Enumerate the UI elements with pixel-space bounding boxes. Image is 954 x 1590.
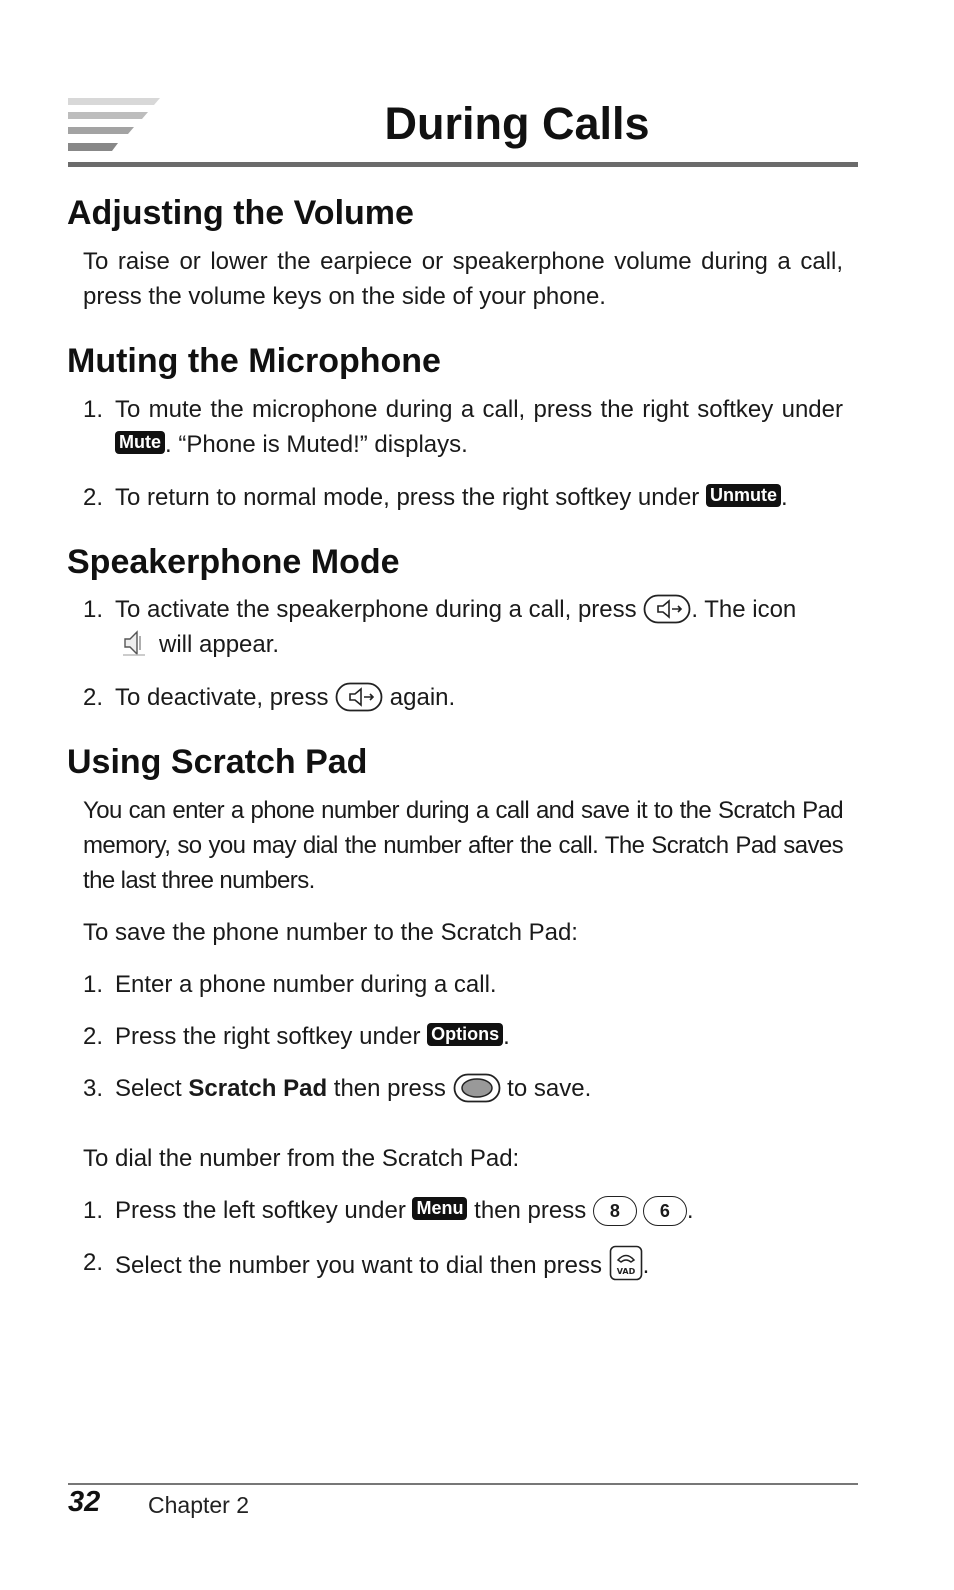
footer-rule: [68, 1483, 858, 1485]
page-title: During Calls: [384, 98, 650, 149]
dial-step-2: [83, 1245, 843, 1283]
step-number: 1.: [83, 971, 104, 998]
speaker-status-icon: [119, 628, 149, 658]
options-softkey-label: Options: [427, 1023, 503, 1046]
ok-key-icon: [453, 1073, 501, 1103]
key-8-icon: 8: [593, 1196, 637, 1226]
save-step-2: [83, 1019, 843, 1054]
speakerphone-key-icon: [335, 682, 383, 712]
scratch-heading: Using Scratch Pad: [67, 743, 368, 781]
speaker-step-1: [83, 592, 843, 662]
step-number: 3.: [83, 1075, 104, 1102]
speaker-heading: Speakerphone Mode: [67, 543, 400, 581]
step-text: Press the right softkey under Options .: [115, 1023, 510, 1050]
scratch-dial-lead: To dial the number from the Scratch Pad:: [83, 1145, 520, 1172]
step-text: To deactivate, press again.: [115, 684, 456, 711]
scratch-intro: You can enter a phone number during a call and save it to the Scratch Pad memory, so you may dial the number after the call. The Scratch Pad saves the last three numbers.: [83, 797, 843, 894]
step-text: To activate the speakerphone during a call, press . The icon will appear.: [115, 596, 797, 658]
step-number: 2.: [83, 1023, 104, 1050]
step-text: Select the number you want to dial then press VAD .: [115, 1245, 843, 1283]
step-number: 2.: [83, 1249, 104, 1276]
volume-text: To raise or lower the earpiece or speakerphone volume during a call, press the volume keys on the side of your phone.: [83, 248, 843, 310]
save-step-1: [83, 967, 843, 1002]
page-number: 32: [68, 1486, 101, 1518]
step-text: Select Scratch Pad then press to save.: [115, 1075, 592, 1102]
menu-softkey-label: Menu: [412, 1197, 467, 1220]
key-6-icon: 6: [643, 1196, 687, 1226]
speakerphone-key-icon: [643, 594, 691, 624]
stripes-logo-icon: [68, 98, 163, 158]
step-number: 1.: [83, 1197, 104, 1224]
step-number: 2.: [83, 484, 104, 511]
step-text: To mute the microphone during a call, press the right softkey under Mute . “Phone is Muted!” displays.: [115, 396, 843, 458]
send-key-label: VAD: [616, 1267, 635, 1276]
step-number: 1.: [83, 396, 104, 423]
mute-softkey-label: Mute: [115, 431, 165, 454]
volume-heading: Adjusting the Volume: [67, 194, 414, 232]
save-step-3: [83, 1071, 843, 1106]
step-text: Press the left softkey under Menu then press 8 6 .: [115, 1197, 694, 1224]
step-number: 2.: [83, 684, 104, 711]
mute-heading: Muting the Microphone: [67, 342, 441, 380]
send-vad-key-icon: [609, 1245, 643, 1281]
speaker-step-2: [83, 680, 843, 715]
scratch-save-lead: To save the phone number to the Scratch Pad:: [83, 919, 578, 946]
step-text: To return to normal mode, press the right softkey under Unmute .: [115, 484, 788, 511]
mute-step-1: [83, 392, 843, 462]
step-text: Enter a phone number during a call.: [115, 971, 497, 998]
chapter-label: Chapter 2: [148, 1492, 250, 1518]
unmute-softkey-label: Unmute: [706, 484, 781, 507]
step-number: 1.: [83, 596, 104, 623]
scratch-pad-menu-name: Scratch Pad: [188, 1075, 328, 1102]
title-rule: [68, 162, 858, 167]
mute-step-2: [83, 480, 843, 515]
dial-step-1: [83, 1193, 843, 1228]
